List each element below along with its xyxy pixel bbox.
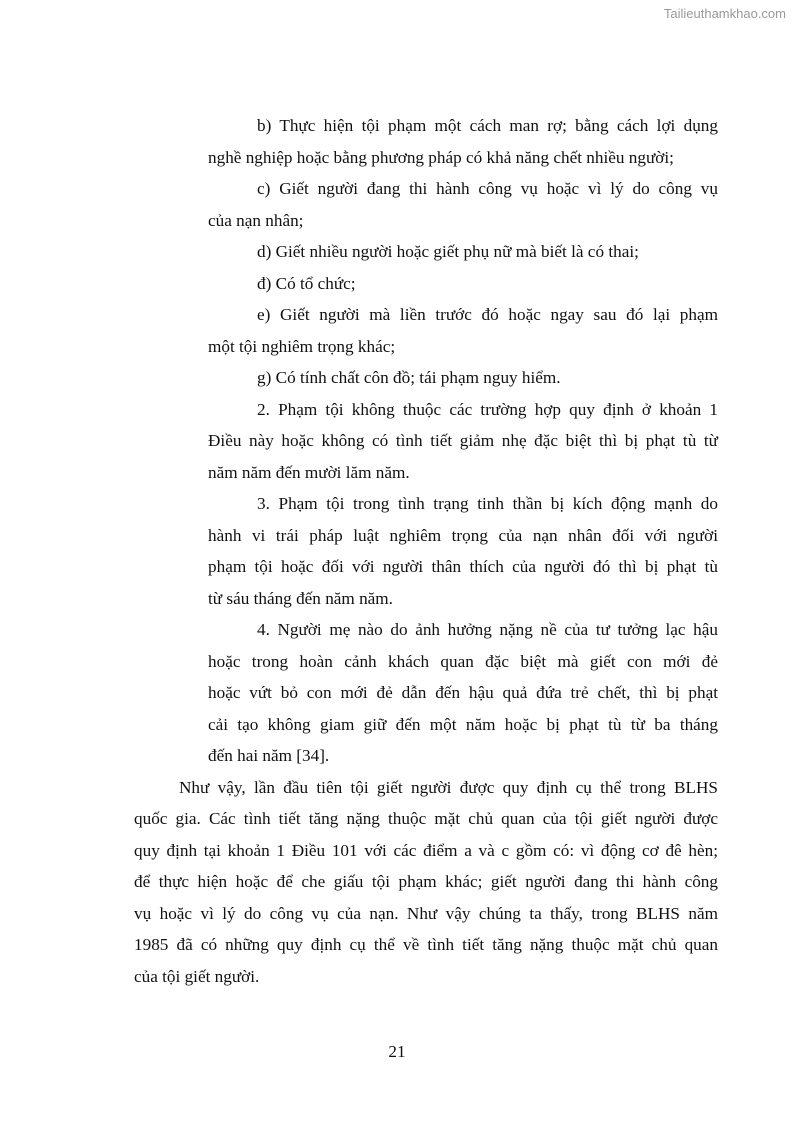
quote-line: của nạn nhân; — [208, 211, 304, 230]
body-line: của tội giết người. — [134, 967, 260, 986]
quote-line: 4. Người mẹ nào do ảnh hưởng nặng nề của tư tưởng lạc hậu — [257, 620, 718, 639]
quote-line: nghề nghiệp hoặc bằng phương pháp có khả năng chết nhiều người; — [208, 148, 674, 167]
quote-line: đ) Có tổ chức; — [257, 274, 356, 293]
page-number: 21 — [388, 1042, 406, 1061]
quote-line: cải tạo không giam giữ đến một năm hoặc bị phạt tù từ ba tháng — [208, 715, 718, 734]
quote-line: phạm tội hoặc đối với người thân thích của người đó thì bị phạt tù — [208, 557, 718, 576]
body-line: vụ hoặc vì lý do công vụ của nạn. Như vậy chúng ta thấy, trong BLHS năm — [134, 904, 718, 923]
body-line: để thực hiện hoặc để che giấu tội phạm khác; giết người đang thi hành công — [134, 872, 718, 891]
quote-line: một tội nghiêm trọng khác; — [208, 337, 396, 356]
body-line: Như vậy, lần đầu tiên tội giết người được quy định cụ thể trong BLHS — [179, 778, 718, 797]
quote-line: hoặc trong hoàn cảnh khách quan đặc biệt mà giết con mới đẻ — [208, 652, 718, 671]
quote-line: năm năm đến mười lăm năm. — [208, 463, 410, 482]
body-line: 1985 đã có những quy định cụ thể về tình tiết tăng nặng thuộc mặt chủ quan — [134, 935, 718, 954]
quote-line: d) Giết nhiều người hoặc giết phụ nữ mà biết là có thai; — [257, 242, 639, 261]
quote-line: c) Giết người đang thi hành công vụ hoặc vì lý do công vụ — [257, 179, 718, 198]
quote-line: b) Thực hiện tội phạm một cách man rợ; bằng cách lợi dụng — [257, 116, 718, 135]
quote-line: hoặc vứt bỏ con mới đẻ dẫn đến hậu quả đứa trẻ chết, thì bị phạt — [208, 683, 718, 702]
body-line: quốc gia. Các tình tiết tăng nặng thuộc mặt chủ quan của tội giết người được — [134, 809, 718, 828]
quote-line: đến hai năm [34]. — [208, 746, 330, 765]
quote-line: hành vi trái pháp luật nghiêm trọng của nạn nhân đối với người — [208, 526, 718, 545]
quote-line: g) Có tính chất côn đồ; tái phạm nguy hiểm. — [257, 368, 561, 387]
body-line: quy định tại khoản 1 Điều 101 với các điểm a và c gồm có: vì động cơ đê hèn; — [134, 841, 718, 860]
watermark: Tailieuthamkhao.com — [663, 6, 786, 21]
quote-line: e) Giết người mà liền trước đó hoặc ngay sau đó lại phạm — [257, 305, 718, 324]
quote-line: 3. Phạm tội trong tình trạng tinh thần bị kích động mạnh do — [257, 494, 718, 513]
quote-line: Điều này hoặc không có tình tiết giảm nhẹ đặc biệt thì bị phạt tù từ — [208, 431, 718, 450]
quote-line: từ sáu tháng đến năm năm. — [208, 589, 393, 608]
quote-line: 2. Phạm tội không thuộc các trường hợp quy định ở khoản 1 — [257, 400, 718, 419]
